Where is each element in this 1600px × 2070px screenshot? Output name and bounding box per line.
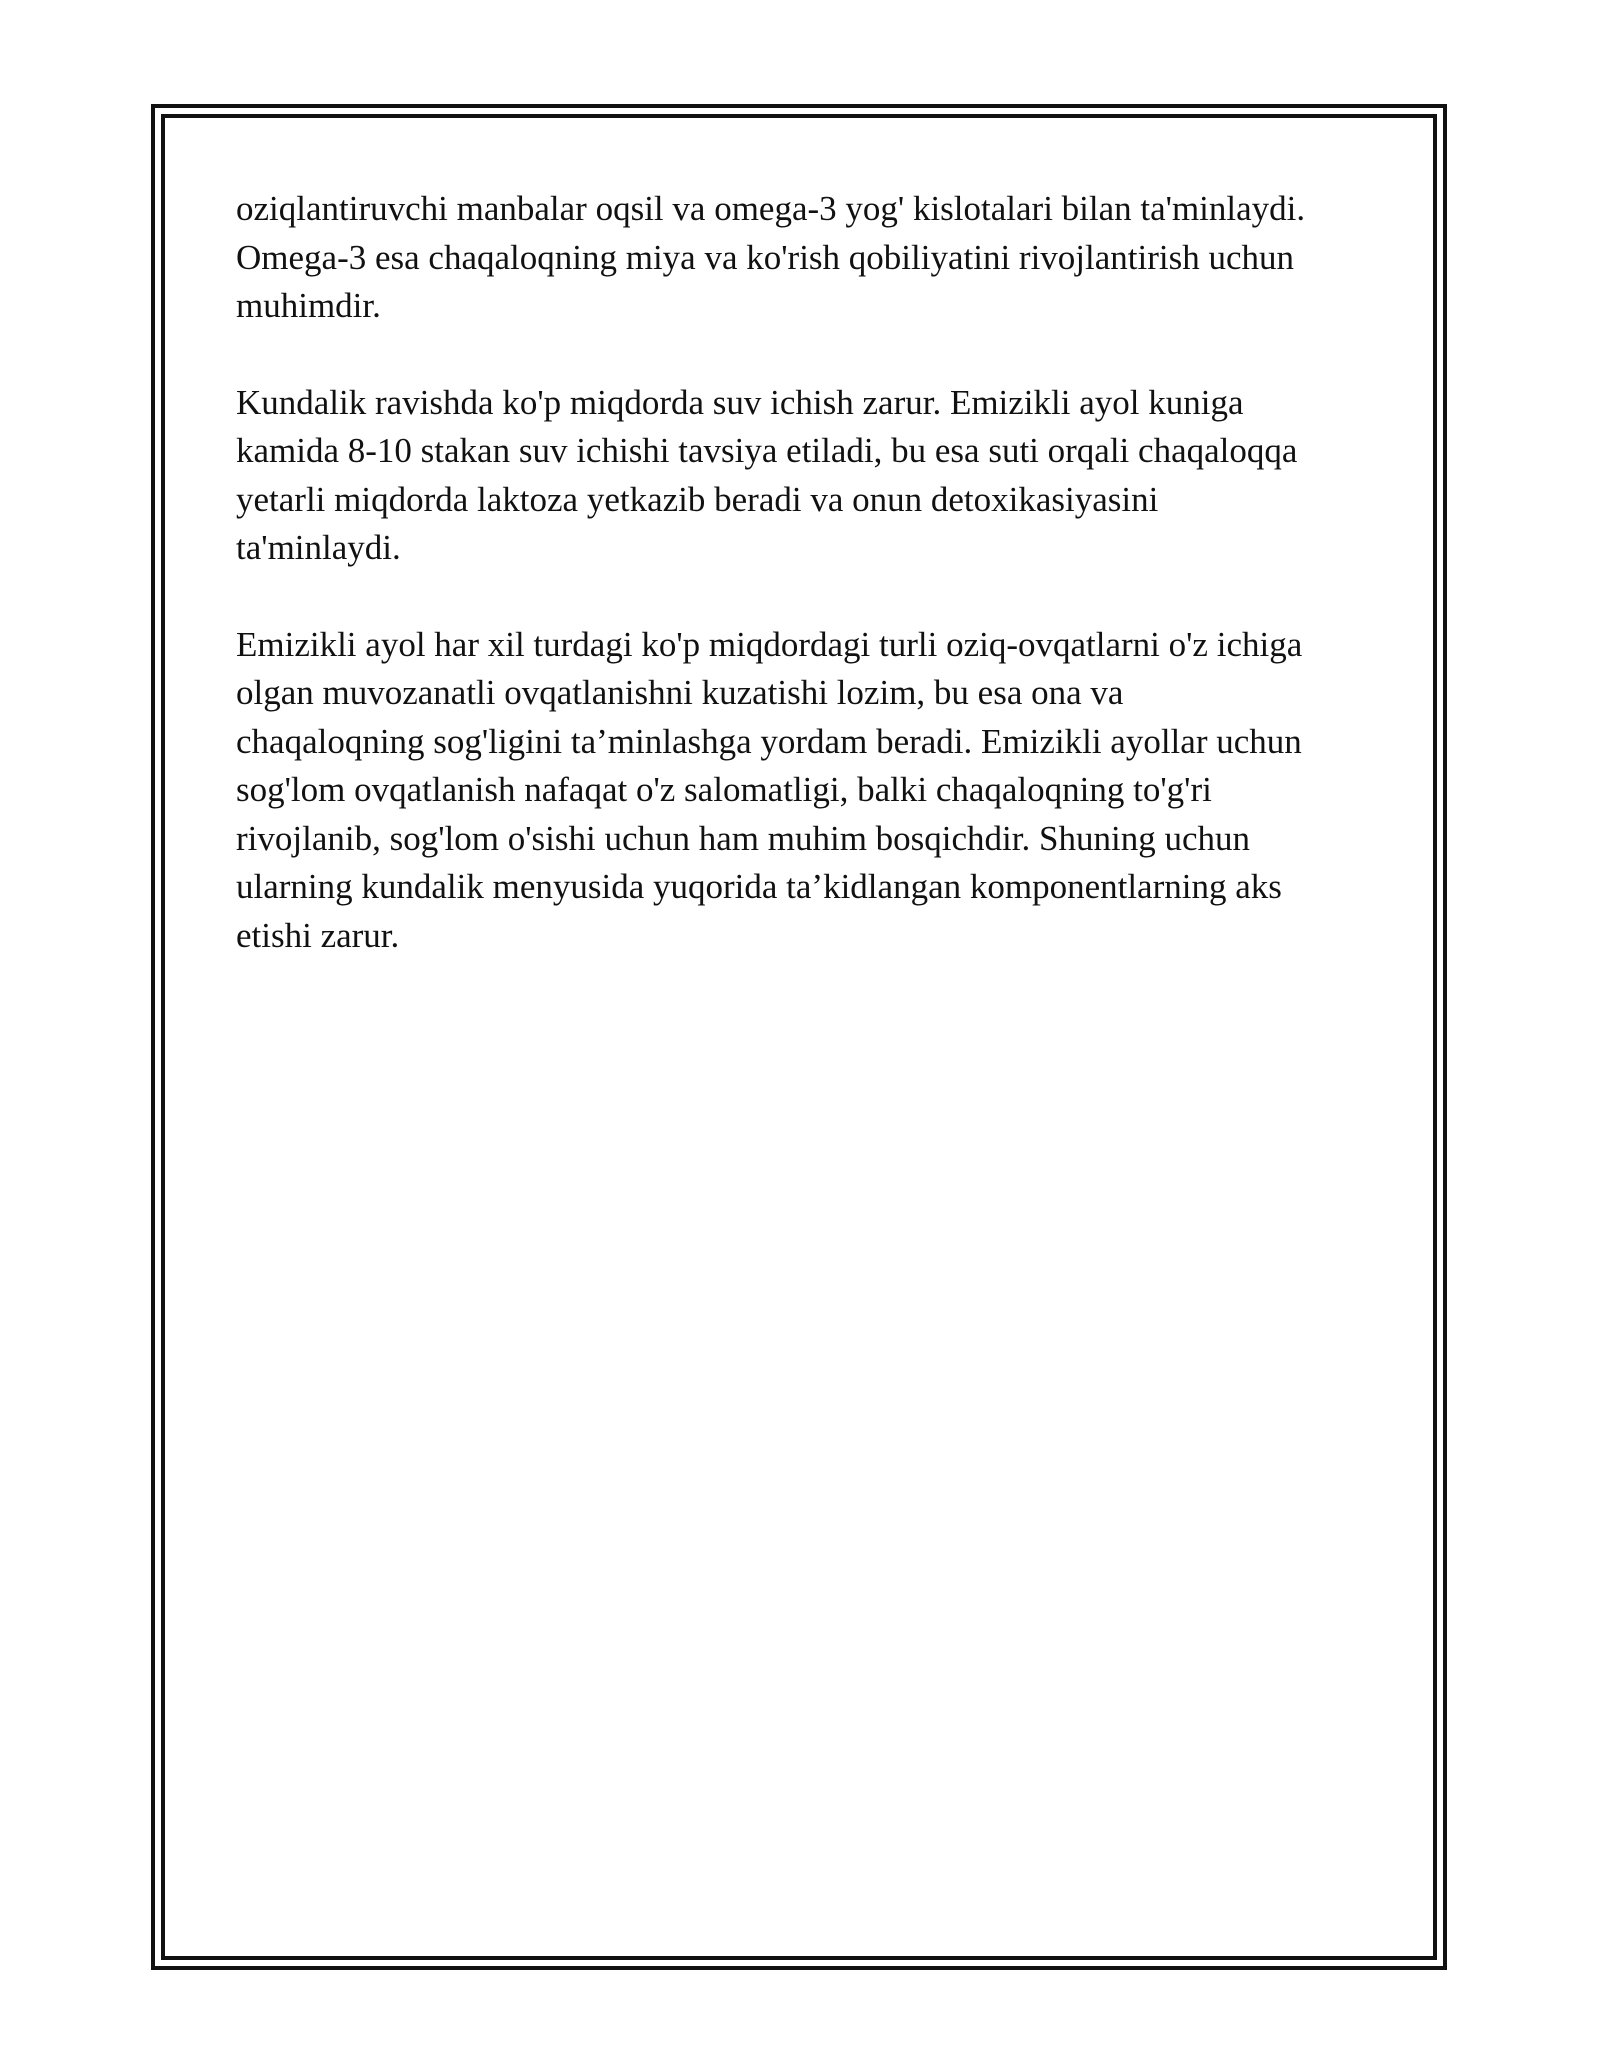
- paragraph-balanced-diet: Emizikli ayol har xil turdagi ko'p miqdordagi turli oziq-ovqatlarni o'z ichiga olgan muvozanatli ovqatlanishni kuzatishi lozim, bu esa ona va chaqaloqning sog'ligini ta’minlashga yordam beradi. Emizikli ayollar uchun sog'lom ovqatlanish nafaqat o'z salomatligi, balki chaqaloqning to'g'ri rivojlanib, sog'lom o'sishi uchun ham muhim bosqichdir. Shuning uchun ularning kundalik menyusida yuqorida ta’kidlangan komponentlarning aks etishi zarur.: [236, 624, 1303, 955]
- document-body: [236, 185, 1386, 1008]
- paragraph-water-intake: Kundalik ravishda ko'p miqdorda suv ichish zarur. Emizikli ayol kuniga kamida 8-10 stakan suv ichishi tavsiya etiladi, bu esa suti orqali chaqaloqqa yetarli miqdorda laktoza yetkazib beradi va onun detoxikasiyasini ta'minlaydi.: [236, 382, 1298, 567]
- paragraph-omega3: oziqlantiruvchi manbalar oqsil va omega-3 yog' kislotalari bilan ta'minlaydi. Omega-3 esa chaqaloqning miya va ko'rish qobiliyatini rivojlantirish uchun muhimdir.: [236, 189, 1306, 325]
